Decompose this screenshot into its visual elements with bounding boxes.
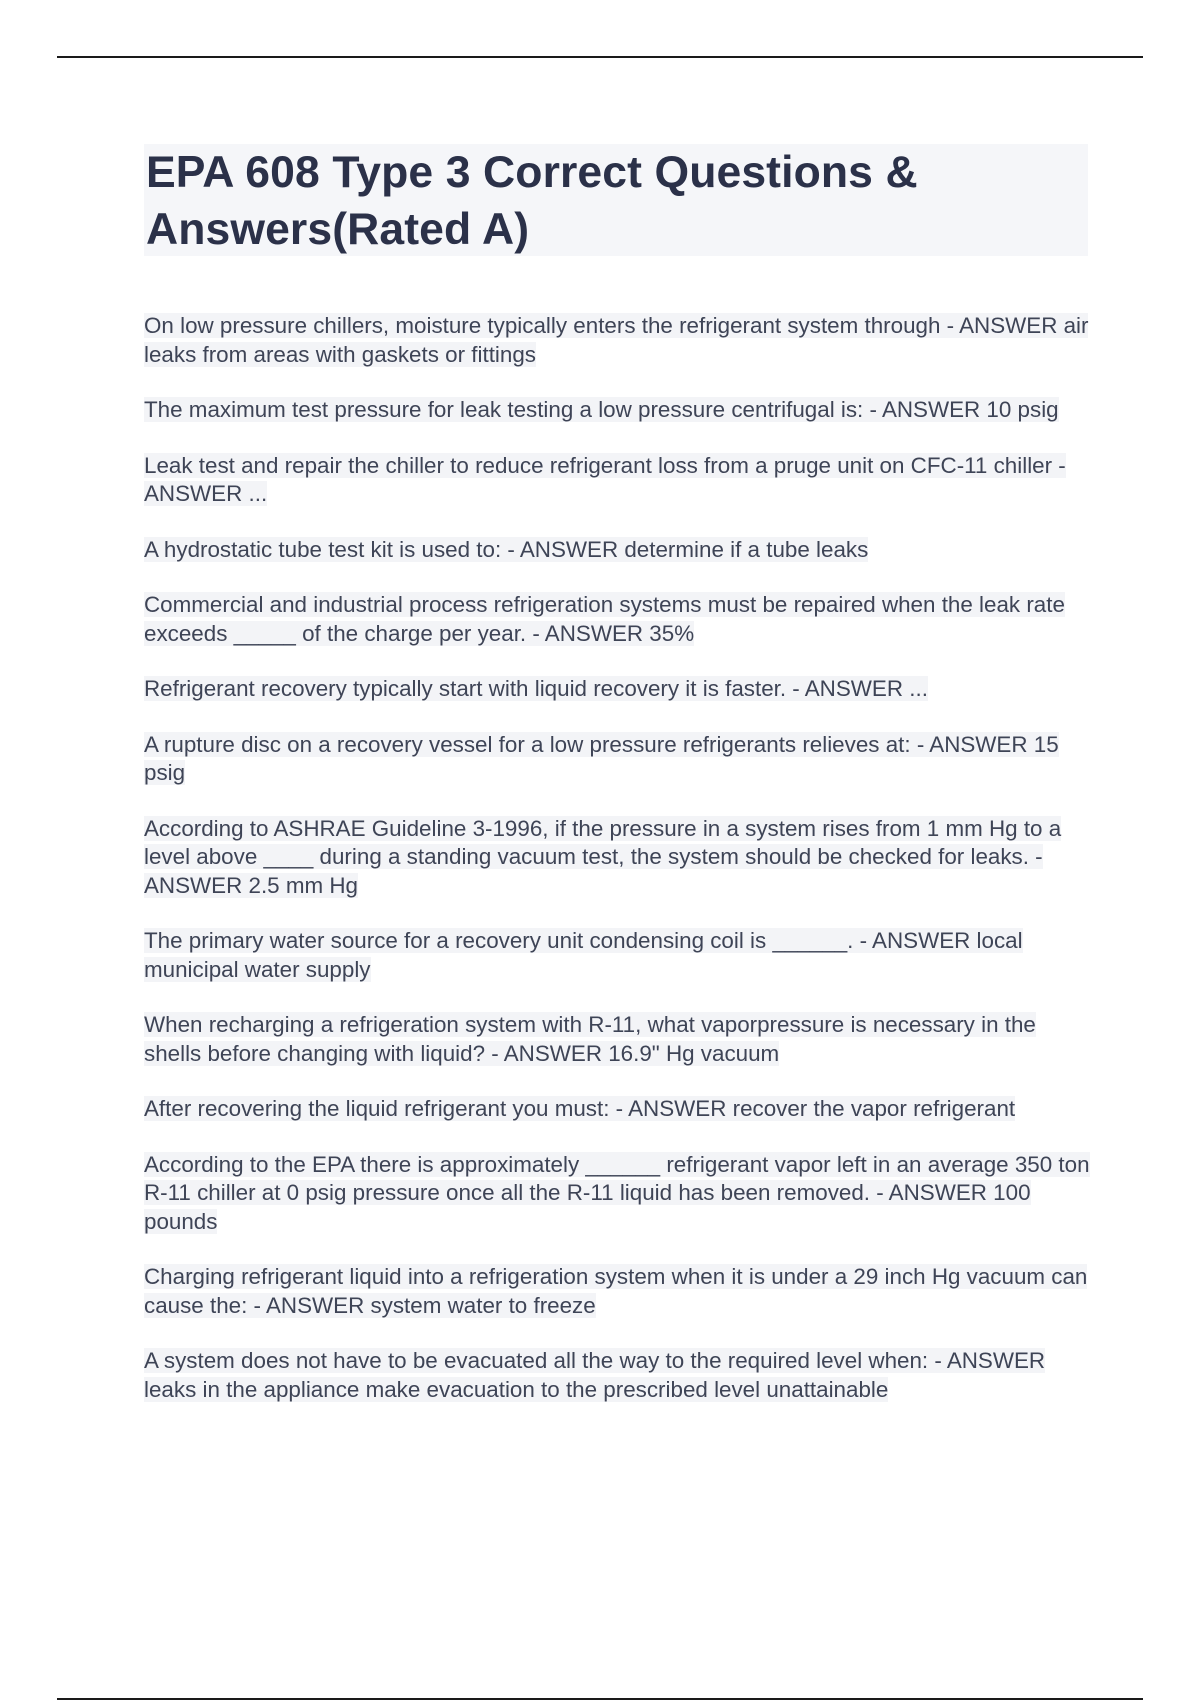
qa-text: A rupture disc on a recovery vessel for a low pressure refrigerants relieves at: - ANSWER 15 psig (144, 731, 1059, 785)
qa-item (144, 312, 1094, 369)
qa-text: Refrigerant recovery typically start with liquid recovery it is faster. - ANSWER ... (144, 676, 928, 701)
qa-item (144, 591, 1094, 648)
qa-text: Leak test and repair the chiller to reduce refrigerant loss from a pruge unit on CFC-11 chiller - ANSWER ... (144, 452, 1066, 506)
qa-item (144, 675, 1094, 704)
document-title: EPA 608 Type 3 Correct Questions & Answers(Rated A) (146, 148, 918, 254)
qa-text: Charging refrigerant liquid into a refrigeration system when it is under a 29 inch Hg vacuum can cause the: - ANSWER system water to freeze (144, 1264, 1088, 1318)
qa-item (144, 396, 1094, 425)
title-block (144, 144, 1088, 256)
qa-text: Commercial and industrial process refrigeration systems must be repaired when the leak rate exceeds _____ of the charge per year. - ANSWER 35% (144, 592, 1065, 646)
qa-item (144, 452, 1094, 509)
top-rule (57, 56, 1143, 58)
qa-text: A system does not have to be evacuated all the way to the required level when: - ANSWER leaks in the appliance make evacuation to the prescribed level unattainable (144, 1348, 1046, 1402)
qa-text: When recharging a refrigeration system with R-11, what vaporpressure is necessary in the shells before changing with liquid? - ANSWER 16.9" Hg vacuum (144, 1012, 1036, 1066)
qa-list (144, 312, 1094, 1431)
qa-text: On low pressure chillers, moisture typically enters the refrigerant system through - ANSWER air leaks from areas with gaskets or fittings (144, 313, 1089, 367)
qa-text: After recovering the liquid refrigerant you must: - ANSWER recover the vapor refrigerant (144, 1096, 1016, 1121)
qa-item (144, 536, 1094, 565)
qa-item (144, 927, 1094, 984)
qa-item (144, 1263, 1094, 1320)
qa-item (144, 1095, 1094, 1124)
qa-text: A hydrostatic tube test kit is used to: - ANSWER determine if a tube leaks (144, 536, 869, 562)
qa-item (144, 1011, 1094, 1068)
qa-text: The primary water source for a recovery unit condensing coil is ______. - ANSWER local municipal water supply (144, 928, 1023, 982)
qa-text: According to the EPA there is approximately ______ refrigerant vapor left in an average 350 ton R-11 chiller at 0 psig pressure once all the R-11 liquid has been removed. - ANSWER 100 pounds (144, 1151, 1090, 1234)
qa-text: According to ASHRAE Guideline 3-1996, if the pressure in a system rises from 1 mm Hg to a level above ____ during a standing vacuum test, the system should be checked for leaks. - ANSWER 2.5 mm Hg (144, 815, 1062, 898)
qa-item (144, 1347, 1094, 1404)
qa-item (144, 815, 1094, 901)
qa-item (144, 731, 1094, 788)
qa-text: The maximum test pressure for leak testing a low pressure centrifugal is: - ANSWER 10 psig (144, 397, 1059, 422)
qa-item (144, 1151, 1094, 1237)
